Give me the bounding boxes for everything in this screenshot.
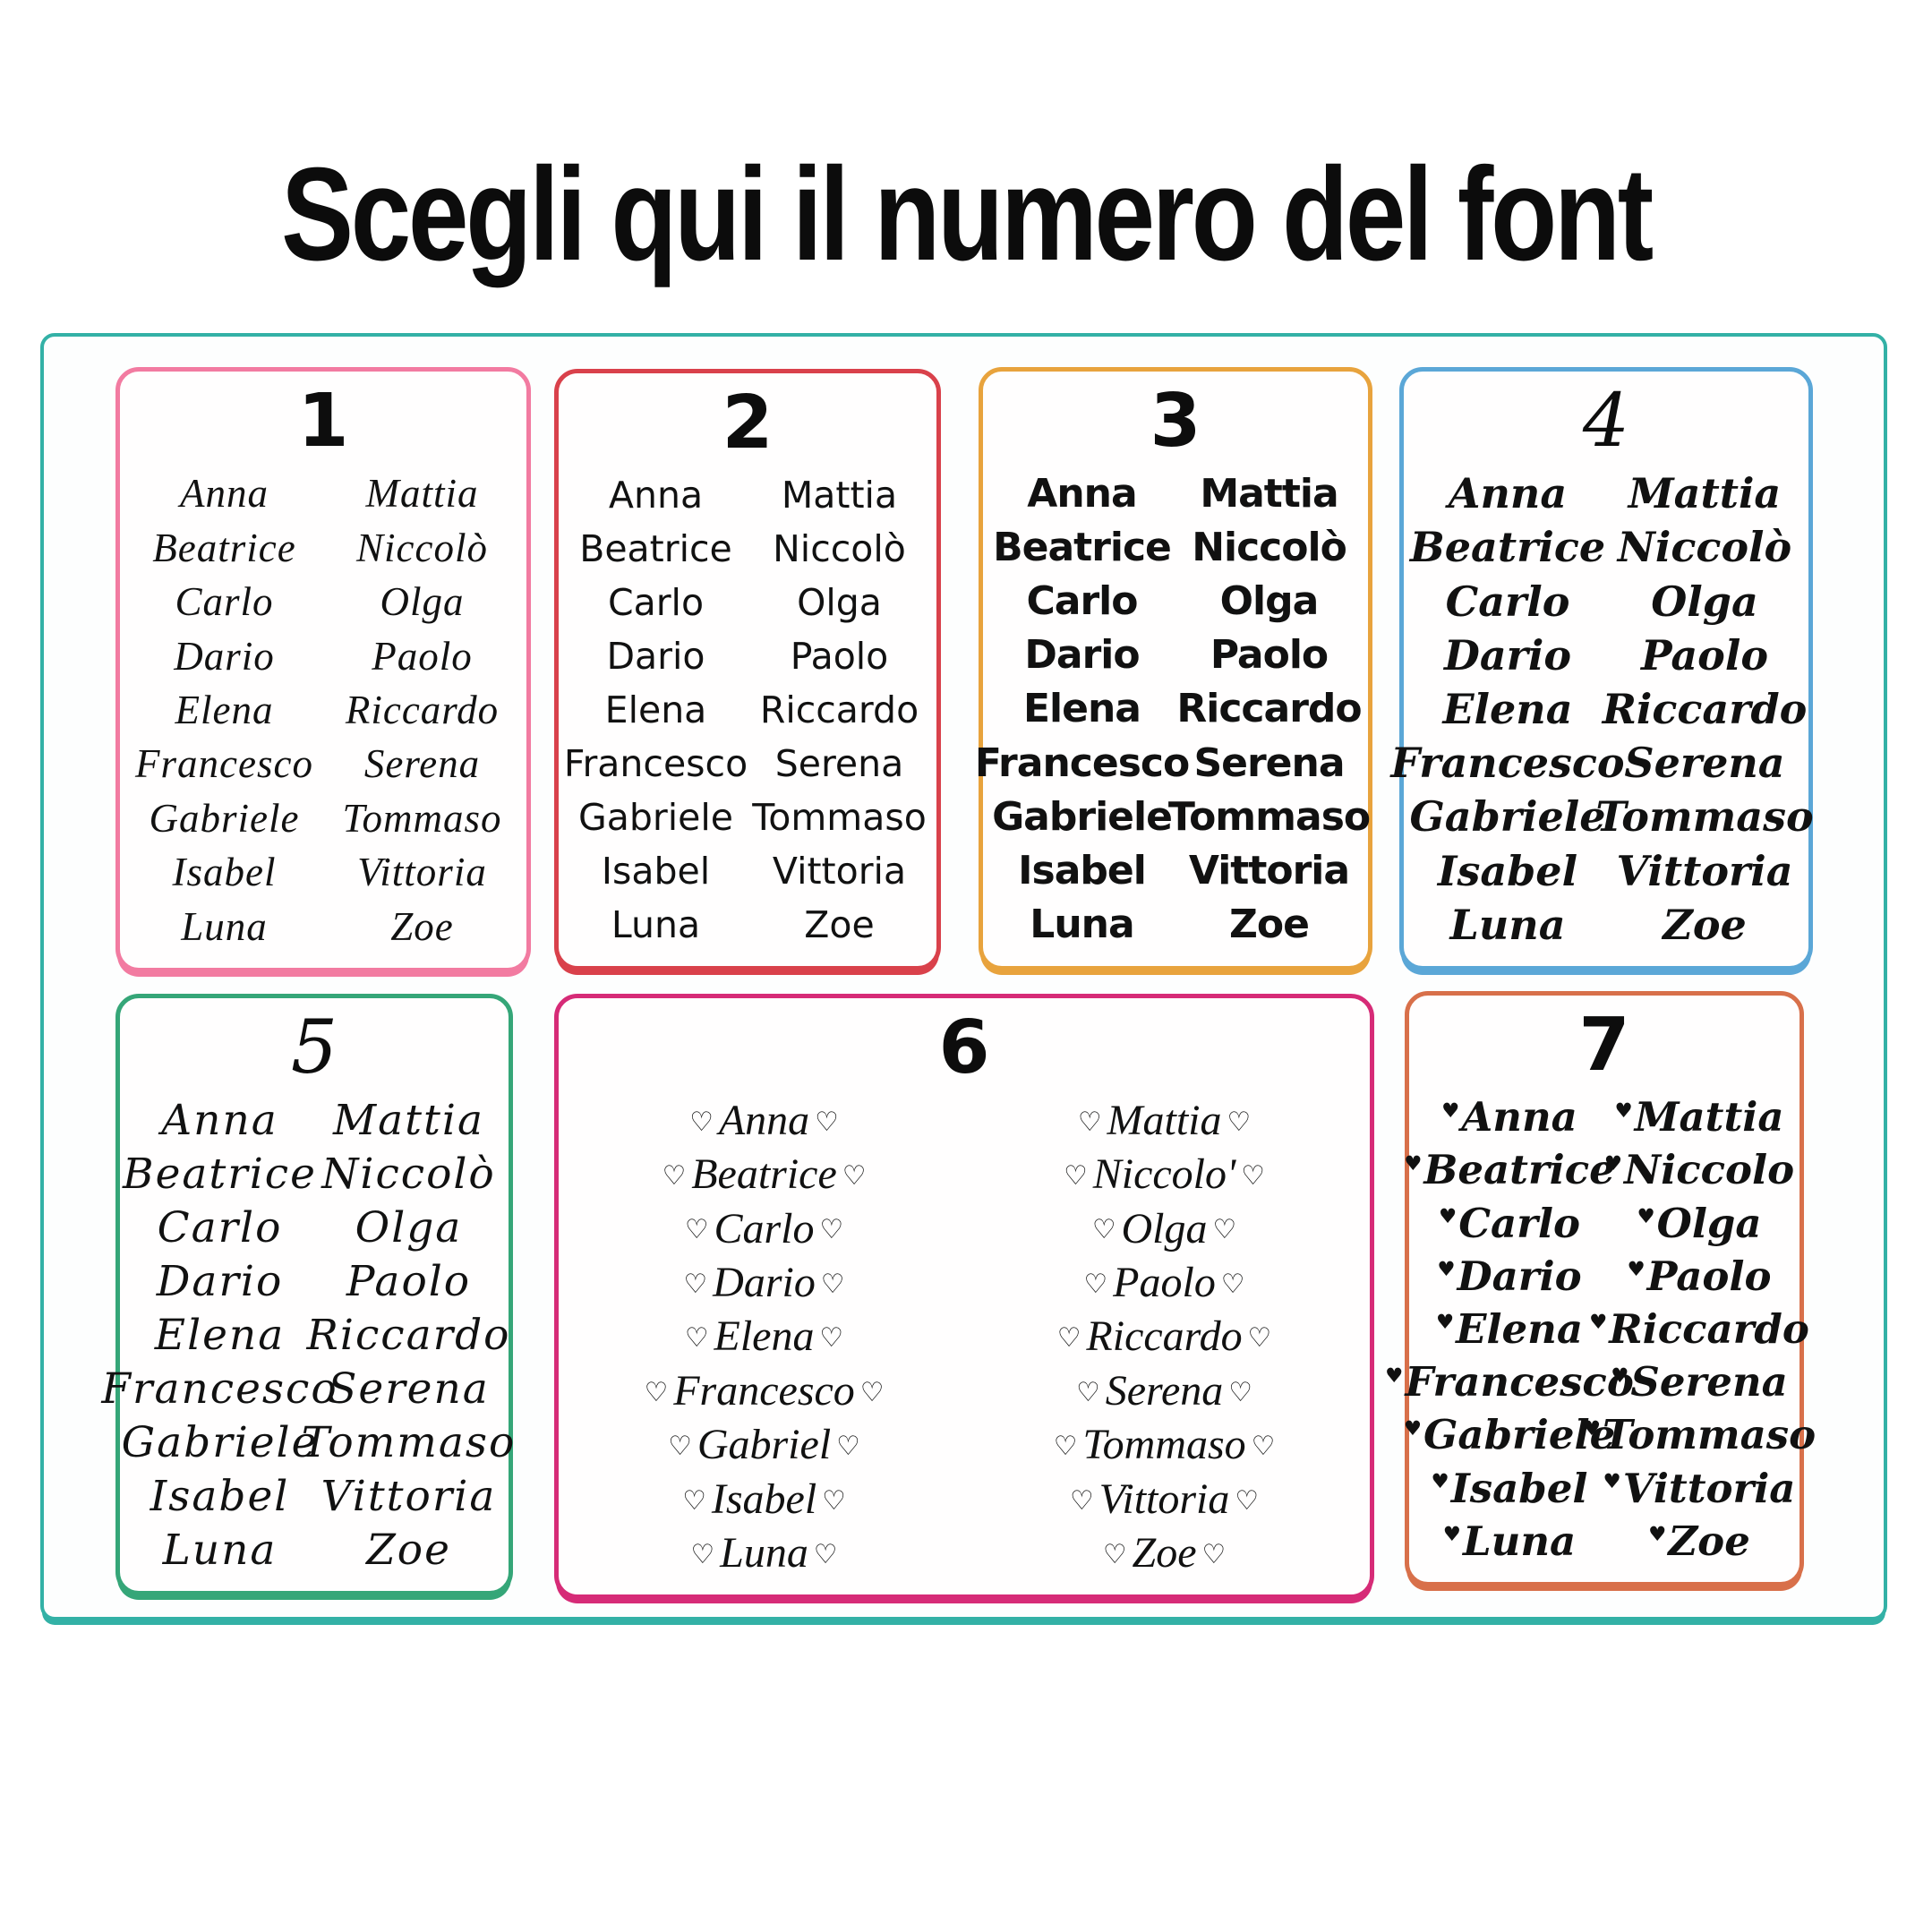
name-column-left xyxy=(101,1093,338,1577)
font-number: 2 xyxy=(722,380,774,466)
font-name: Gabriele xyxy=(577,796,733,839)
font-name: Beatrice xyxy=(1409,523,1606,572)
name-column-right xyxy=(748,468,931,952)
font-name: Anna xyxy=(1027,470,1137,517)
name-column-right xyxy=(301,1093,517,1577)
font-name: ♥ Elena xyxy=(1436,1305,1583,1353)
font-name: ♡ Isabel ♡ xyxy=(682,1475,846,1524)
font-name: Paolo xyxy=(1210,632,1329,679)
font-name: ♡ Serena ♡ xyxy=(1076,1366,1252,1415)
font-name: ♡ Carlo ♡ xyxy=(685,1204,843,1253)
font-name: Vittoria xyxy=(1616,846,1793,895)
name-columns xyxy=(1405,1090,1817,1568)
font-name: ♡ Olga ♡ xyxy=(1092,1204,1236,1253)
font-name: Niccolò xyxy=(1617,523,1792,572)
font-box-4 xyxy=(1390,367,1814,970)
name-column-left xyxy=(1405,1090,1634,1568)
font-number: 6 xyxy=(938,1005,990,1090)
name-columns xyxy=(564,468,931,952)
font-name: Carlo xyxy=(157,1202,283,1252)
font-name: Beatrice xyxy=(123,1149,317,1199)
font-name: Paolo xyxy=(790,635,889,678)
font-name: ♥ Zoe xyxy=(1648,1517,1750,1565)
font-name: Gabriele xyxy=(1409,792,1606,842)
font-name: Serena xyxy=(1624,739,1785,788)
fonts-container xyxy=(40,333,1887,1620)
font-name: Anna xyxy=(608,474,704,517)
font-name: Tommaso xyxy=(1595,792,1814,842)
font-name: ♥ Mattia xyxy=(1615,1093,1784,1141)
font-name: ♥ Francesco xyxy=(1385,1358,1634,1406)
font-box-7 xyxy=(1405,991,1817,1586)
font-name: Luna xyxy=(181,903,268,949)
font-name: Luna xyxy=(1449,900,1566,949)
name-columns xyxy=(125,466,521,953)
name-columns xyxy=(564,1093,1364,1580)
font-name: Serena xyxy=(1193,739,1345,786)
font-name: Isabel xyxy=(1018,848,1146,894)
font-name: Dario xyxy=(1024,632,1140,679)
font-name: ♥ Riccardo xyxy=(1589,1305,1809,1353)
name-column-right xyxy=(1595,466,1814,952)
font-number: 4 xyxy=(1582,379,1630,464)
font-box-2 xyxy=(554,369,941,970)
font-name: Riccardo xyxy=(306,1310,511,1360)
font-name: Elena xyxy=(175,687,274,732)
font-name: Tommaso xyxy=(342,795,502,841)
font-box-3 xyxy=(974,367,1372,970)
font-name: Dario xyxy=(606,635,705,678)
font-box-5 xyxy=(101,994,517,1595)
font-name: ♡ Niccolo' ♡ xyxy=(1064,1150,1265,1199)
name-column-right xyxy=(1167,466,1371,952)
font-name: Olga xyxy=(1219,578,1319,625)
font-number: 5 xyxy=(290,1005,338,1090)
name-columns xyxy=(974,466,1371,952)
font-name: ♡ Paolo ♡ xyxy=(1084,1258,1245,1307)
font-name: Anna xyxy=(161,1095,278,1145)
font-name: Carlo xyxy=(607,581,705,624)
font-name: Carlo xyxy=(1026,578,1138,625)
font-name: Mattia xyxy=(1628,469,1782,518)
font-box-1 xyxy=(115,367,531,972)
font-name: Elena xyxy=(154,1310,286,1360)
font-name: Vittoria xyxy=(357,850,487,895)
name-columns xyxy=(101,1093,517,1577)
font-name: Riccardo xyxy=(1176,686,1362,732)
name-column-left xyxy=(125,466,323,953)
name-column-left xyxy=(564,1093,964,1580)
name-column-right xyxy=(1603,1090,1817,1568)
font-name: Niccolò xyxy=(1192,524,1346,570)
font-name: ♥ Carlo xyxy=(1439,1200,1580,1247)
font-name: Paolo xyxy=(372,633,473,679)
font-name: ♡ Anna ♡ xyxy=(689,1096,839,1145)
font-name: ♡ Francesco ♡ xyxy=(645,1366,885,1415)
font-name: Serena xyxy=(328,1364,490,1414)
font-name: Vittoria xyxy=(772,850,907,893)
font-name: ♡ Luna ♡ xyxy=(691,1528,838,1577)
font-name: Gabriele xyxy=(992,793,1172,840)
font-name: Olga xyxy=(355,1202,463,1252)
font-name: Niccolò xyxy=(356,525,488,570)
font-name: Vittoria xyxy=(321,1471,497,1521)
font-name: Anna xyxy=(180,471,269,517)
font-name: Olga xyxy=(1651,577,1758,626)
font-name: ♡ Elena ♡ xyxy=(685,1312,843,1361)
font-name: Carlo xyxy=(1445,577,1570,626)
font-name: ♥ Anna xyxy=(1441,1093,1577,1141)
font-name: Mattia xyxy=(781,474,898,517)
font-name: ♥ Paolo xyxy=(1627,1252,1771,1300)
font-name: ♡ Vittoria ♡ xyxy=(1070,1475,1259,1524)
font-name: ♡ Riccardo ♡ xyxy=(1057,1312,1271,1361)
font-name: Mattia xyxy=(365,471,479,517)
font-name: Zoe xyxy=(1229,902,1309,948)
font-name: Isabel xyxy=(172,850,277,895)
font-name: Isabel xyxy=(150,1471,290,1521)
font-name: Serena xyxy=(363,741,481,787)
font-name: ♥ Tommaso xyxy=(1583,1411,1816,1458)
font-name: Elena xyxy=(1023,686,1141,732)
font-name: Elena xyxy=(604,688,707,731)
font-name: ♥ Serena xyxy=(1611,1358,1788,1406)
font-name: Zoe xyxy=(1663,900,1747,949)
font-name: ♥ Olga xyxy=(1637,1200,1761,1247)
font-name: Zoe xyxy=(366,1525,451,1575)
font-name: Mattia xyxy=(333,1095,484,1145)
font-number: 1 xyxy=(297,379,349,464)
font-name: Francesco xyxy=(974,739,1190,786)
font-name: ♥ Isabel xyxy=(1432,1465,1588,1512)
font-name: ♡ Dario ♡ xyxy=(684,1258,845,1307)
font-name: Olga xyxy=(797,581,882,624)
font-name: ♥ Beatrice xyxy=(1404,1146,1615,1193)
font-name: Beatrice xyxy=(152,525,296,570)
font-name: ♥ Dario xyxy=(1437,1252,1581,1300)
font-name: Luna xyxy=(611,903,701,946)
font-name: ♡ Beatrice ♡ xyxy=(663,1150,867,1199)
font-name: Niccolò xyxy=(321,1149,496,1199)
font-name: Paolo xyxy=(346,1256,472,1306)
font-name: Gabriele xyxy=(121,1417,319,1467)
font-name: ♡ Mattia ♡ xyxy=(1078,1096,1251,1145)
font-name: Paolo xyxy=(1641,630,1768,680)
font-name: Elena xyxy=(1442,684,1573,733)
font-name: Carlo xyxy=(175,579,274,625)
font-name: Francesco xyxy=(563,742,748,785)
font-name: Serena xyxy=(774,742,904,785)
font-name: Niccolò xyxy=(773,527,906,570)
font-name: Zoe xyxy=(804,903,875,946)
name-columns xyxy=(1390,466,1814,952)
font-name: ♥ Luna xyxy=(1443,1517,1576,1565)
name-column-right xyxy=(964,1093,1364,1580)
font-name: Dario xyxy=(174,633,275,679)
font-name: Dario xyxy=(1443,630,1572,680)
font-name: Isabel xyxy=(601,850,711,893)
font-name: Isabel xyxy=(1437,846,1578,895)
font-name: ♡ Zoe ♡ xyxy=(1103,1528,1226,1577)
name-column-left xyxy=(974,466,1190,952)
font-name: Francesco xyxy=(135,741,313,787)
font-name: Francesco xyxy=(1390,739,1625,788)
page-title: Scegli qui il numero del font xyxy=(281,141,1651,288)
font-name: Anna xyxy=(1448,469,1568,518)
name-column-left xyxy=(1390,466,1625,952)
font-name: Tommaso xyxy=(1167,793,1371,840)
font-name: Mattia xyxy=(1200,470,1338,517)
font-name: Tommaso xyxy=(752,796,927,839)
font-name: Zoe xyxy=(390,903,454,949)
font-name: Beatrice xyxy=(579,527,732,570)
name-column-left xyxy=(564,468,748,952)
font-name: ♡ Tommaso ♡ xyxy=(1054,1420,1276,1469)
font-name: Vittoria xyxy=(1188,848,1350,894)
font-name: Gabriele xyxy=(149,795,300,841)
font-name: Luna xyxy=(1030,902,1134,948)
font-name: Beatrice xyxy=(993,524,1171,570)
font-name: Riccardo xyxy=(1602,684,1808,733)
font-name: Riccardo xyxy=(759,688,919,731)
font-name: Tommaso xyxy=(301,1417,517,1467)
font-name: ♥ Vittoria xyxy=(1603,1465,1796,1512)
font-name: Olga xyxy=(380,579,465,625)
font-name: ♡ Gabriel ♡ xyxy=(668,1420,860,1469)
font-number: 3 xyxy=(1150,379,1201,464)
font-name: ♥ Niccolo xyxy=(1604,1146,1794,1193)
font-name: Dario xyxy=(156,1256,284,1306)
font-name: Riccardo xyxy=(345,687,500,732)
font-box-6 xyxy=(554,994,1374,1599)
name-column-right xyxy=(323,466,521,953)
font-name: Francesco xyxy=(101,1364,338,1414)
font-number: 7 xyxy=(1578,1003,1630,1088)
font-name: Luna xyxy=(162,1525,278,1575)
font-name: ♥ Gabriele xyxy=(1404,1411,1615,1458)
